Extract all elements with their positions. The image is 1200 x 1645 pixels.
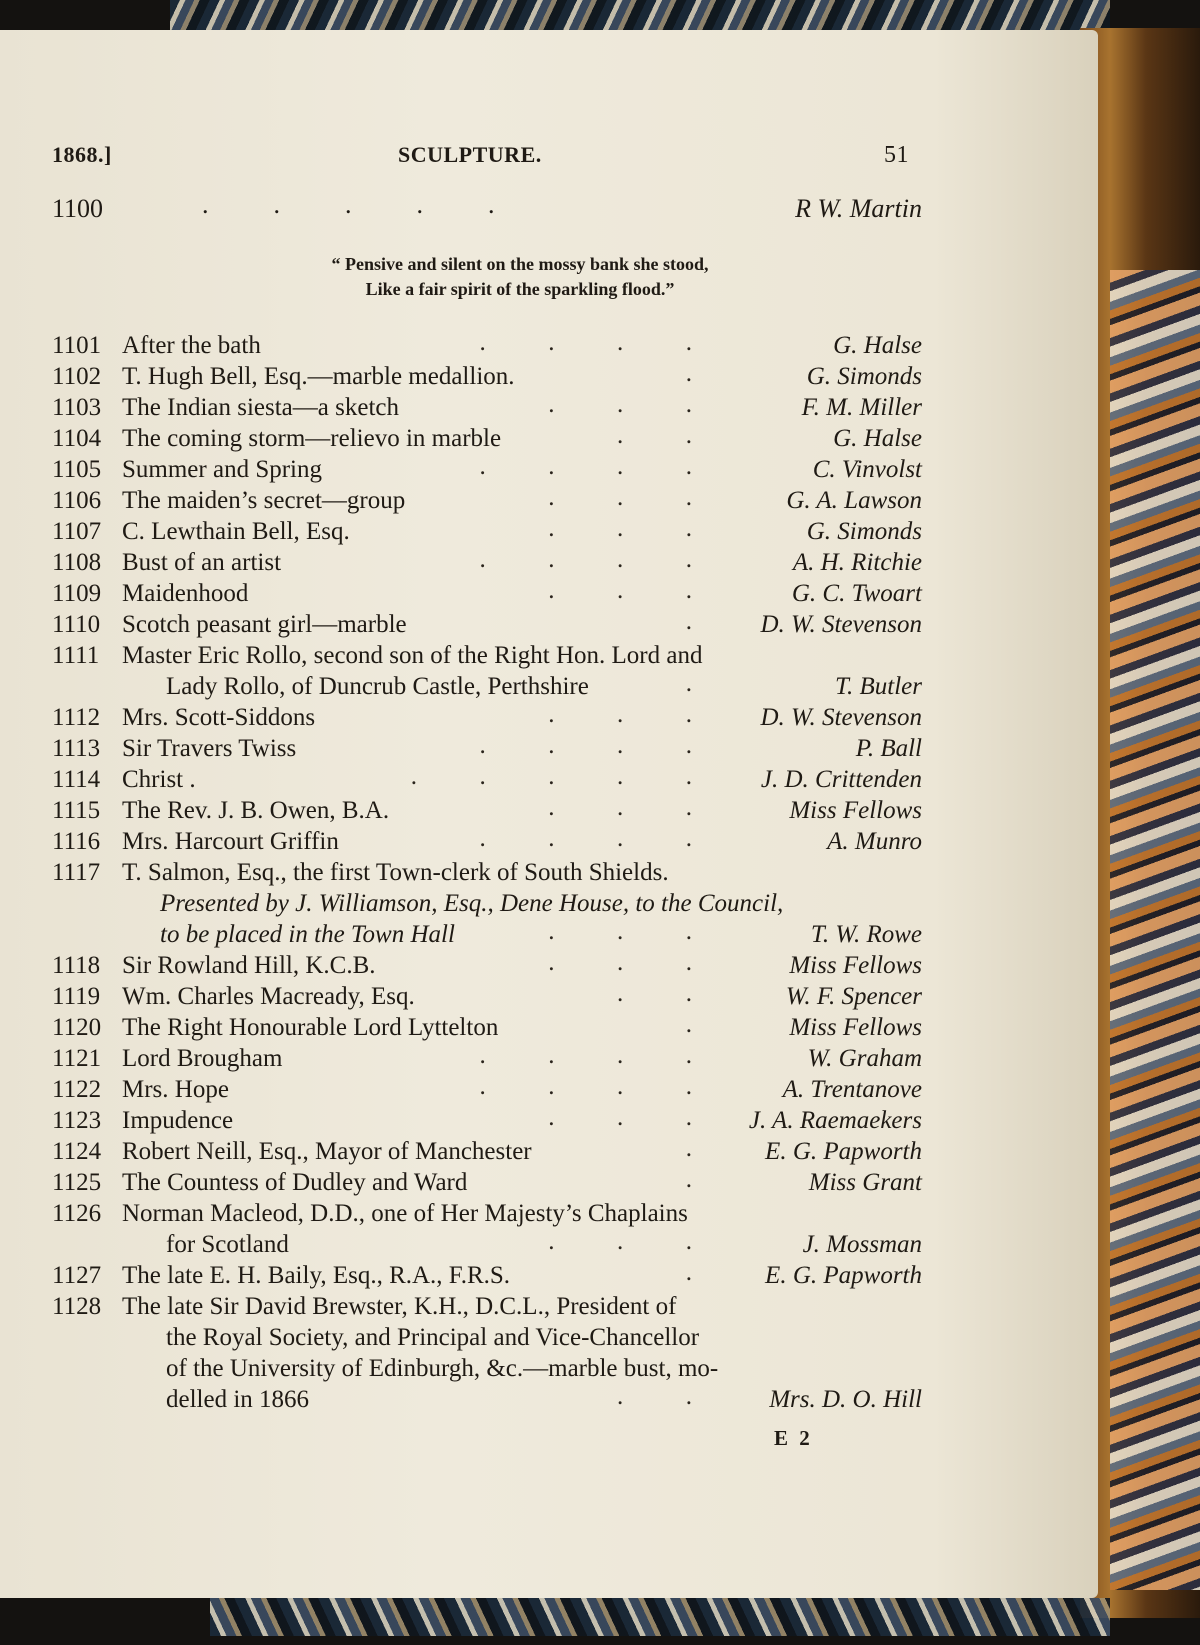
entry-artist: Miss Fellows — [789, 797, 922, 824]
dot-leader: . — [685, 1259, 692, 1286]
entry-number: 1112 — [52, 704, 101, 731]
dot-leader: . . . — [548, 391, 692, 418]
entry-artist: J. Mossman — [802, 1231, 922, 1258]
entry-artist: T. Butler — [834, 673, 922, 700]
entry-line — [52, 1229, 922, 1260]
catalogue-entry — [52, 361, 922, 392]
dot-leader: . — [685, 1135, 692, 1162]
entry-line — [52, 485, 922, 516]
entry-line — [52, 1167, 922, 1198]
dot-leader: . — [685, 360, 692, 387]
dot-leader: . . . . . — [202, 190, 495, 219]
entry-number: 1101 — [52, 332, 102, 359]
signature-mark: E 2 — [774, 1426, 813, 1450]
entry-line — [52, 919, 922, 950]
dot-leader: . . — [617, 980, 692, 1007]
catalogue-entry — [52, 857, 922, 950]
catalogue-entries — [52, 330, 922, 1415]
entry-number: 1125 — [52, 1169, 102, 1196]
dot-leader: . . . . — [479, 546, 692, 573]
entry-artist: E. G. Papworth — [765, 1262, 922, 1289]
running-header-section: SCULPTURE. — [398, 142, 542, 167]
entry-artist: Mrs. D. O. Hill — [769, 1386, 922, 1413]
entry-title-continued: the Royal Society, and Principal and Vice-Chancellor — [166, 1324, 700, 1351]
entry-artist: J. A. Raemaekers — [748, 1107, 922, 1134]
entry-number: 1127 — [52, 1262, 102, 1289]
dot-leader: . . . — [548, 515, 692, 542]
entry-artist: W. Graham — [807, 1045, 922, 1072]
catalogue-entry — [52, 764, 922, 795]
dot-leader: . . . — [548, 949, 692, 976]
entry-title: Scotch peasant girl—marble — [122, 611, 407, 638]
entry-title: The late E. H. Baily, Esq., R.A., F.R.S. — [122, 1262, 511, 1289]
entry-number: 1118 — [52, 952, 101, 979]
entry-line — [52, 1322, 922, 1353]
entry-title: Christ . — [122, 766, 196, 793]
catalogue-entry — [52, 1198, 922, 1260]
entry-number: 1128 — [52, 1293, 102, 1320]
dot-leader: . . . . . — [410, 763, 692, 790]
book-page — [0, 30, 1098, 1598]
entry-number: 1119 — [52, 983, 101, 1010]
entry-artist: T. W. Rowe — [810, 921, 922, 948]
entry-artist: D. W. Stevenson — [760, 704, 922, 731]
dot-leader: . . . . — [479, 1073, 692, 1100]
entry-line — [52, 454, 922, 485]
entry-title: Impudence — [122, 1107, 234, 1134]
dot-leader: . . — [617, 1383, 692, 1410]
entry-artist: G. Simonds — [806, 363, 922, 390]
entry-number: 1124 — [52, 1138, 102, 1165]
entry-number: 1100 — [52, 194, 104, 223]
entry-title: T. Salmon, Esq., the first Town-clerk of South Shields. — [122, 859, 669, 886]
entry-line — [52, 423, 922, 454]
entry-number: 1108 — [52, 549, 102, 576]
entry-line — [52, 671, 922, 702]
entry-title: Sir Travers Twiss — [122, 735, 297, 762]
dot-leader: . — [685, 670, 692, 697]
entry-title: The late Sir David Brewster, K.H., D.C.L., President of — [122, 1293, 677, 1320]
entry-number: 1121 — [52, 1045, 102, 1072]
entry-number: 1120 — [52, 1014, 102, 1041]
entry-line — [52, 392, 922, 423]
entry-artist: W. F. Spencer — [785, 983, 922, 1010]
entry-number: 1103 — [52, 394, 102, 421]
entry-title: C. Lewthain Bell, Esq. — [122, 518, 350, 545]
entry-title: Mrs. Harcourt Griffin — [122, 828, 339, 855]
entry-artist: J. D. Crittenden — [760, 766, 922, 793]
dot-leader: . . . — [548, 794, 692, 821]
catalogue-entry — [52, 578, 922, 609]
entry-title-continued: Lady Rollo, of Duncrub Castle, Perthshire — [166, 673, 589, 700]
entry-line — [52, 1105, 922, 1136]
entry-title: Summer and Spring — [122, 456, 322, 483]
book-edge-bottom — [210, 1598, 1110, 1636]
entry-line — [52, 1198, 922, 1229]
entry-title: Wm. Charles Macready, Esq. — [122, 983, 415, 1010]
entry-line — [52, 795, 922, 826]
entry-artist: E. G. Papworth — [765, 1138, 922, 1165]
entry-presentation-note: Presented by J. Williamson, Esq., Dene House, to the Council, — [160, 890, 784, 917]
catalogue-entry — [52, 1074, 922, 1105]
entry-artist: Miss Grant — [808, 1169, 922, 1196]
entry-number: 1104 — [52, 425, 102, 452]
catalogue-entry — [52, 454, 922, 485]
catalogue-entry — [52, 423, 922, 454]
catalogue-entry — [52, 1012, 922, 1043]
catalogue-entry — [52, 733, 922, 764]
entry-artist: G. A. Lawson — [786, 487, 922, 514]
entry-title: The coming storm—relievo in marble — [122, 425, 502, 452]
entry-artist: A. Trentanove — [782, 1076, 922, 1103]
dot-leader: . . . — [548, 701, 692, 728]
entry-line — [52, 1043, 922, 1074]
epigraph-quote — [220, 252, 820, 302]
entry-line — [52, 1074, 922, 1105]
dot-leader: . . . . — [479, 453, 692, 480]
entry-number: 1106 — [52, 487, 102, 514]
entry-artist: G. C. Twoart — [791, 580, 922, 607]
entry-title: Mrs. Scott-Siddons — [122, 704, 316, 731]
catalogue-entry-1100 — [52, 190, 922, 226]
entry-line — [52, 733, 922, 764]
entry-line — [52, 888, 922, 919]
entry-presentation-note: to be placed in the Town Hall — [160, 921, 455, 948]
entry-line — [52, 950, 922, 981]
entry-number: 1116 — [52, 828, 101, 855]
entry-line — [52, 578, 922, 609]
book-edge-top — [170, 0, 1110, 34]
entry-number: 1126 — [52, 1200, 102, 1227]
dot-leader: . . . — [548, 1104, 692, 1131]
entry-artist: A. H. Ritchie — [792, 549, 922, 576]
dot-leader: . . . . — [479, 732, 692, 759]
entry-title: Mrs. Hope — [122, 1076, 229, 1103]
catalogue-entry — [52, 981, 922, 1012]
entry-number: 1105 — [52, 456, 102, 483]
entry-line — [52, 1384, 922, 1415]
entry-number: 1109 — [52, 580, 102, 607]
entry-artist: Miss Fellows — [789, 1014, 922, 1041]
entry-title: Lord Brougham — [122, 1045, 283, 1072]
entry-number: 1117 — [52, 859, 101, 886]
book-edge-right — [1110, 270, 1200, 1590]
entry-number: 1111 — [52, 642, 100, 669]
dot-leader: . . — [617, 422, 692, 449]
entry-title-continued: of the University of Edinburgh, &c.—marble bust, mo- — [166, 1355, 719, 1382]
entry-artist: P. Ball — [855, 735, 922, 762]
entry-line — [52, 1136, 922, 1167]
entry-number: 1114 — [52, 766, 101, 793]
entry-line — [52, 640, 922, 671]
entry-title: The Right Honourable Lord Lyttelton — [122, 1014, 499, 1041]
catalogue-entry — [52, 1291, 922, 1415]
entry-line — [52, 826, 922, 857]
entry-number: 1102 — [52, 363, 102, 390]
catalogue-entry — [52, 640, 922, 702]
entry-title: Bust of an artist — [122, 549, 282, 576]
entry-title: After the bath — [122, 332, 261, 359]
entry-title: The Indian siesta—a sketch — [122, 394, 399, 421]
entry-line — [52, 516, 922, 547]
entry-line — [52, 702, 922, 733]
catalogue-entry — [52, 950, 922, 981]
catalogue-entry — [52, 516, 922, 547]
entry-line — [52, 1260, 922, 1291]
entry-number: 1110 — [52, 611, 101, 638]
catalogue-entry — [52, 1105, 922, 1136]
dot-leader: . . . — [548, 484, 692, 511]
entry-line — [52, 361, 922, 392]
catalogue-entry — [52, 330, 922, 361]
entry-number: 1113 — [52, 735, 101, 762]
page-number: 51 — [884, 142, 909, 168]
entry-title: The Rev. J. B. Owen, B.A. — [122, 797, 390, 824]
catalogue-entry — [52, 1260, 922, 1291]
dot-leader: . . . — [548, 918, 692, 945]
entry-line — [52, 609, 922, 640]
dot-leader: . . . . — [479, 1042, 692, 1069]
catalogue-entry — [52, 1043, 922, 1074]
entry-artist: C. Vinvolst — [812, 456, 922, 483]
entry-number: 1107 — [52, 518, 102, 545]
entry-artist: D. W. Stevenson — [760, 611, 922, 638]
catalogue-entry — [52, 609, 922, 640]
entry-artist: R W. Martin — [795, 194, 922, 223]
entry-line — [52, 764, 922, 795]
entry-title: T. Hugh Bell, Esq.—marble medallion. — [122, 363, 515, 390]
entry-artist: G. Halse — [833, 425, 922, 452]
dot-leader: . . . — [548, 1228, 692, 1255]
entry-number: 1115 — [52, 797, 101, 824]
dot-leader: . — [685, 1011, 692, 1038]
catalogue-entry — [52, 392, 922, 423]
entry-line — [52, 1012, 922, 1043]
entry-line — [52, 547, 922, 578]
entry-title-continued: delled in 1866 — [166, 1386, 310, 1413]
entry-line — [52, 981, 922, 1012]
entry-title: The maiden’s secret—group — [122, 487, 406, 514]
entry-title-continued: for Scotland — [166, 1231, 289, 1258]
dot-leader: . . . — [548, 577, 692, 604]
entry-title: Maidenhood — [122, 580, 249, 607]
catalogue-entry — [52, 702, 922, 733]
entry-line — [52, 1353, 922, 1384]
catalogue-entry — [52, 547, 922, 578]
dot-leader: . . . . — [479, 825, 692, 852]
entry-title: Robert Neill, Esq., Mayor of Manchester — [122, 1138, 532, 1165]
entry-title: The Countess of Dudley and Ward — [122, 1169, 468, 1196]
entry-artist: G. Halse — [833, 332, 922, 359]
entry-artist: G. Simonds — [806, 518, 922, 545]
quote-line: Like a fair spirit of the sparkling flood.” — [365, 279, 675, 299]
dot-leader: . . . . — [479, 329, 692, 356]
entry-artist: Miss Fellows — [789, 952, 922, 979]
catalogue-entry — [52, 826, 922, 857]
entry-artist: A. Munro — [827, 828, 922, 855]
catalogue-entry — [52, 795, 922, 826]
catalogue-entry — [52, 1136, 922, 1167]
quote-line: “ Pensive and silent on the mossy bank she stood, — [331, 254, 709, 274]
running-header-year: 1868.] — [52, 142, 112, 167]
catalogue-entry — [52, 485, 922, 516]
entry-line — [52, 857, 922, 888]
entry-title: Norman Macleod, D.D., one of Her Majesty’s Chaplains — [122, 1200, 688, 1227]
entry-number: 1122 — [52, 1076, 102, 1103]
dot-leader: . — [685, 1166, 692, 1193]
entry-artist: F. M. Miller — [801, 394, 922, 421]
entry-number: 1123 — [52, 1107, 102, 1134]
entry-title: Sir Rowland Hill, K.C.B. — [122, 952, 376, 979]
entry-line — [52, 1291, 922, 1322]
entry-line — [52, 330, 922, 361]
catalogue-entry — [52, 1167, 922, 1198]
entry-title: Master Eric Rollo, second son of the Right Hon. Lord and — [122, 642, 703, 669]
dot-leader: . — [685, 608, 692, 635]
